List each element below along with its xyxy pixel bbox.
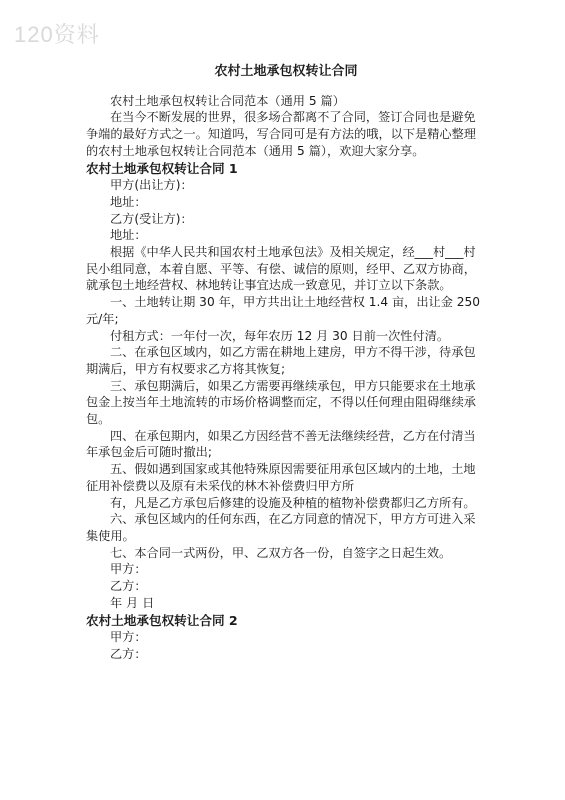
clause-2: 二、在承包区域内，如乙方需在耕地上建房，甲方不得干涉，待承包期满后，甲方有权要求乙方将其恢复; (86, 345, 476, 376)
address-a-line: 地址： (110, 194, 147, 209)
signature-date: 年 月 日 (110, 595, 155, 610)
section-1-heading: 农村土地承包权转让合同 1 (86, 160, 238, 176)
document-title: 农村土地承包权转让合同 (214, 64, 358, 79)
signature-b: 乙方： (110, 579, 147, 594)
payment-terms: 付租方式：一年付一次，每年农历 12 月 30 日前一次性付清。 (110, 328, 450, 343)
clause-6: 六、承包区域内的任何东西，在乙方同意的情况下，甲方方可进入采集使用。 (86, 512, 476, 543)
clause-3: 三、承包期满后，如果乙方需要再继续承包，甲方只能要求在土地承包金上按当年土地流转的市场价格调整而定，不得以任何理由阻碍继续承包。 (86, 378, 476, 427)
clause-5-continued: 有，凡是乙方承包后修建的设施及种植的植物补偿费都归乙方所有。 (110, 495, 476, 510)
clause-7: 七、本合同一式两份，甲、乙双方各一份，自签字之日起生效。 (110, 545, 452, 560)
document-subtitle: 农村土地承包权转让合同范本（通用 5 篇） (110, 93, 345, 108)
clause-1: 一、土地转让期 30 年，甲方共出让土地经营权 1.4 亩，出让金 250 元/年; (86, 295, 481, 326)
document-page (86, 64, 486, 663)
basis-paragraph: 根据《中华人民共和国农村土地承包法》及相关规定，经___村___村民小组同意，本着自愿、平等、有偿、诚信的原则，经甲、乙双方协商，就承包土地经营权、林地转让事宜达成一致意见，并订立以下条款。 (86, 245, 476, 293)
party-a-line: 甲方(出让方)： (110, 178, 193, 193)
clause-5: 五、假如遇到国家或其他特殊原因需要征用承包区域内的土地，土地征用补偿费以及原有未采伐的林木补偿费归甲方所 (86, 462, 476, 493)
section-2-party-a: 甲方： (110, 630, 147, 645)
address-b-line: 地址： (110, 228, 147, 243)
signature-a: 甲方： (110, 562, 147, 577)
intro-paragraph: 在当今不断发展的世界，很多场合都离不了合同，签订合同也是避免争端的最好方式之一。知道吗，写合同可是有方法的哦，以下是精心整理的农村土地承包权转让合同范本（通用 5 篇），欢迎大家分享。 (86, 110, 476, 158)
party-b-line: 乙方(受让方)： (110, 211, 193, 226)
watermark-logo: 120资料 (14, 22, 100, 47)
clause-4: 四、在承包期内，如果乙方因经营不善无法继续经营，乙方在付清当年承包金后可随时撤出; (86, 428, 476, 460)
section-2-heading: 农村土地承包权转让合同 2 (86, 612, 238, 628)
section-2-party-b: 乙方： (110, 646, 147, 661)
